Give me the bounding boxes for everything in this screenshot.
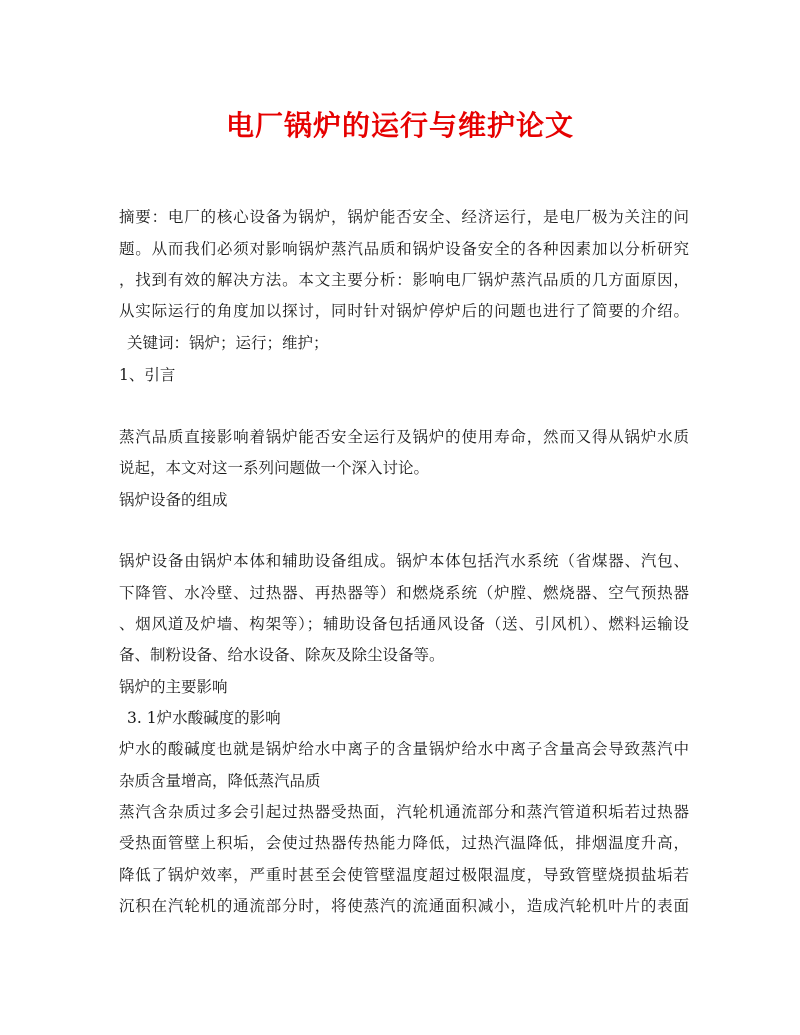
document-title: 电厂锅炉的运行与维护论文: [225, 109, 574, 142]
ph-text-line: 杂质含量增高，降低蒸汽品质: [119, 772, 321, 790]
subsection-heading-ph: 3. 1炉水酸碱度的影响: [127, 709, 281, 727]
intro-line: 蒸汽品质直接影响着锅炉能否安全运行及锅炉的使用寿命，然而又得从锅炉水质: [119, 428, 689, 446]
composition-line: 锅炉设备由锅炉本体和辅助设备组成。锅炉本体包括汽水系统（省煤器、汽包、: [119, 552, 689, 570]
ph-text-line: 炉水的酸碱度也就是锅炉给水中离子的含量锅炉给水中离子含量高会导致蒸汽中: [119, 740, 689, 758]
intro-line: 说起，本文对这一系列问题做一个深入讨论。: [119, 459, 430, 477]
steam-text-line: 蒸汽含杂质过多会引起过热器受热面，汽轮机通流部分和蒸汽管道积垢若过热器: [119, 803, 689, 821]
composition-line: 、烟风道及炉墙、构架等）；辅助设备包括通风设备（送、引风机）、燃料运输设: [119, 615, 689, 633]
section-heading-influence: 锅炉的主要影响: [119, 678, 228, 696]
section-heading-composition: 锅炉设备的组成: [119, 491, 228, 509]
steam-text-line: 沉积在汽轮机的通流部分时，将使蒸汽的流通面积减小，造成汽轮机叶片的表面: [119, 897, 689, 915]
section-heading-introduction: 1、引言: [119, 366, 176, 384]
steam-text-line: 受热面管壁上积垢，会使过热器传热能力降低，过热汽温降低，排烟温度升高，: [119, 834, 689, 852]
abstract-line: 摘要：电厂的核心设备为锅炉，锅炉能否安全、经济运行，是电厂极为关注的问: [119, 208, 689, 226]
composition-line: 下降管、水冷壁、过热器、再热器等）和燃烧系统（炉膛、燃烧器、空气预热器: [119, 584, 689, 602]
abstract-line: ，找到有效的解决方法。本文主要分析：影响电厂锅炉蒸汽品质的几方面原因，: [119, 271, 689, 289]
steam-text-line: 降低了锅炉效率，严重时甚至会使管壁温度超过极限温度，导致管壁烧损盐垢若: [119, 866, 689, 884]
abstract-line: 从实际运行的角度加以探讨，同时针对锅炉停炉后的问题也进行了简要的介绍。: [119, 302, 689, 320]
abstract-line: 题。从而我们必须对影响锅炉蒸汽品质和锅炉设备安全的各种因素加以分析研究: [119, 240, 689, 258]
keywords: 关键词：锅炉；运行；维护；: [127, 334, 329, 352]
composition-line: 备、制粉设备、给水设备、除灰及除尘设备等。: [119, 646, 445, 664]
